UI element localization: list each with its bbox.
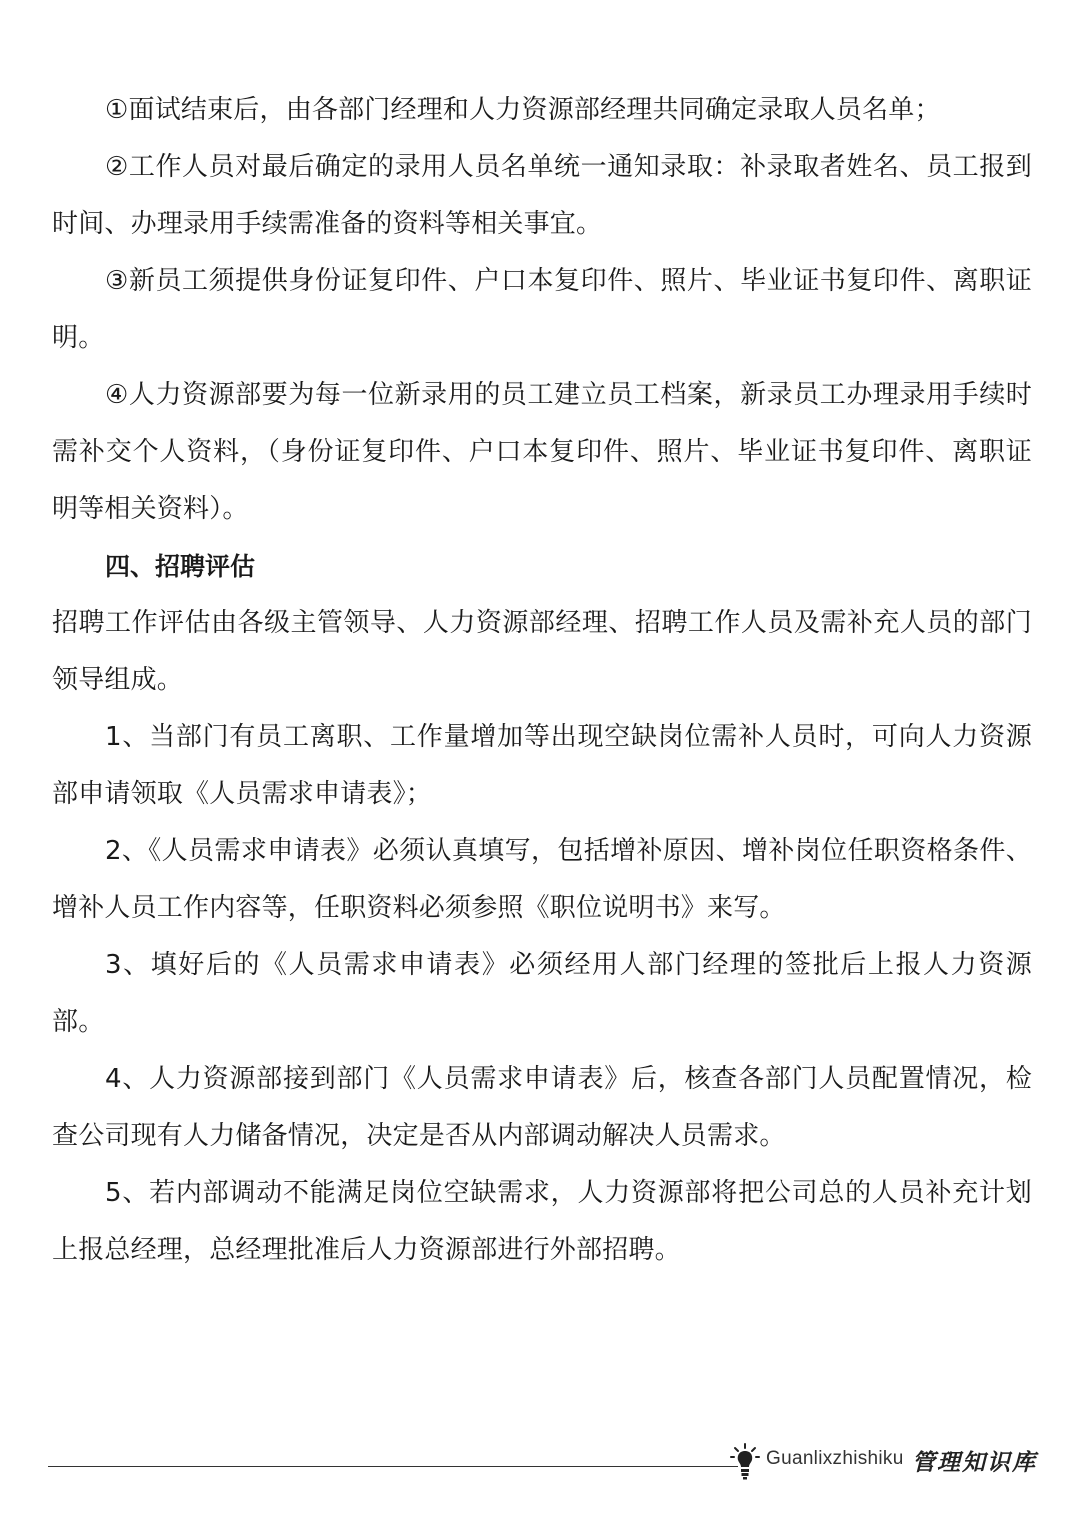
page-footer [48, 1442, 1038, 1492]
paragraph-4: ④人力资源部要为每一位新录用的员工建立员工档案，新录员工办理录用手续时需补交个人资料，（身份证复印件、户口本复印件、照片、毕业证书复印件、离职证明等相关资料）。 [52, 380, 1032, 524]
paragraph-1: ①面试结束后，由各部门经理和人力资源部经理共同确定录取人员名单； [105, 95, 941, 125]
numbered-item-4: 4、人力资源部接到部门《人员需求申请表》后，核查各部门人员配置情况，检查公司现有人力储备情况，决定是否从内部调动解决人员需求。 [52, 1064, 1032, 1151]
paragraph-3: ③新员工须提供身份证复印件、户口本复印件、照片、毕业证书复印件、离职证明。 [52, 266, 1032, 353]
numbered-item-1: 1、当部门有员工离职、工作量增加等出现空缺岗位需补人员时，可向人力资源部申请领取《人员需求申请表》； [52, 722, 1032, 809]
section-intro: 招聘工作评估由各级主管领导、人力资源部经理、招聘工作人员及需补充人员的部门领导组成。 [52, 608, 1032, 695]
footer-brand-cn: 管理知识库 [912, 1449, 1037, 1476]
numbered-item-2: 2、《人员需求申请表》必须认真填写，包括增补原因、增补岗位任职资格条件、增补人员工作内容等，任职资料必须参照《职位说明书》来写。 [52, 836, 1032, 923]
lightbulb-icon [730, 1442, 760, 1482]
document-body [52, 82, 1032, 1279]
footer-brand-en: Guanlixzhishiku [766, 1448, 904, 1469]
numbered-item-5: 5、若内部调动不能满足岗位空缺需求，人力资源部将把公司总的人员补充计划上报总经理，总经理批准后人力资源部进行外部招聘。 [52, 1178, 1032, 1265]
section-heading: 四、招聘评估 [105, 552, 256, 581]
numbered-item-3: 3、填好后的《人员需求申请表》必须经用人部门经理的签批后上报人力资源部。 [52, 950, 1032, 1037]
footer-divider [48, 1466, 738, 1467]
paragraph-2: ②工作人员对最后确定的录用人员名单统一通知录取：补录取者姓名、员工报到时间、办理录用手续需准备的资料等相关事宜。 [52, 152, 1032, 239]
